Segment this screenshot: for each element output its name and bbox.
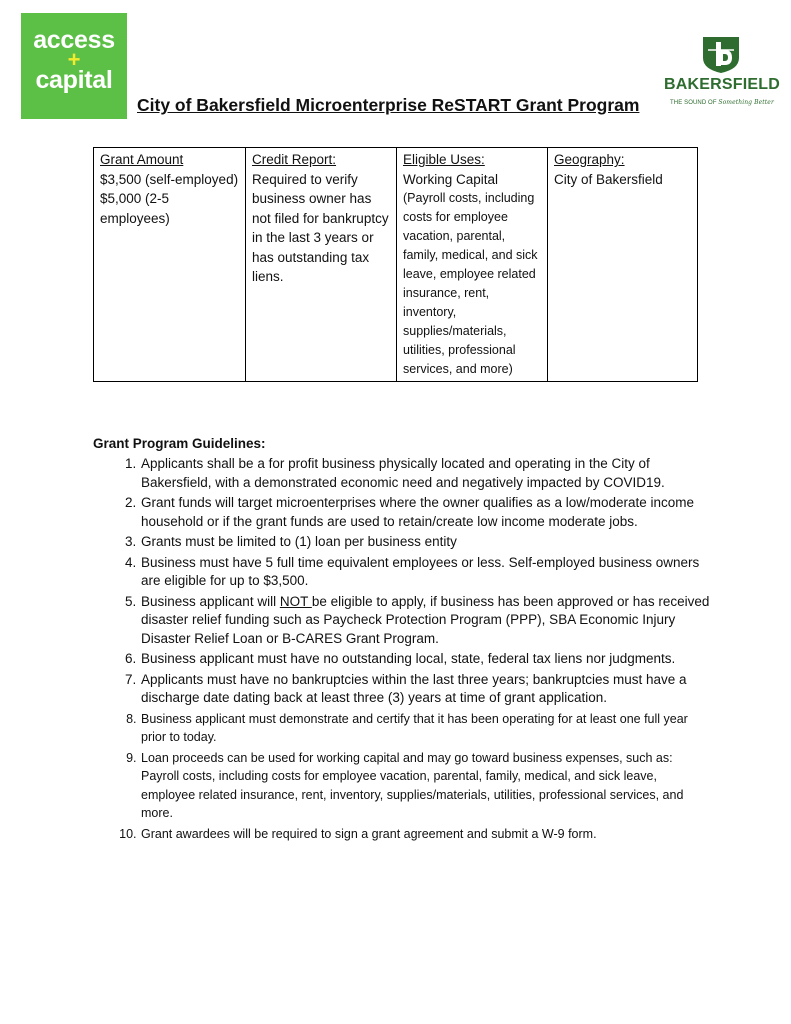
guideline-item: 9. Loan proceeds can be used for working capital and may go toward business expenses, such as: Payroll costs, including costs for employee vacation, parental, family, medical, and sick leave, employee related insurance, rent, inventory, supplies/materials, utilities, professional services, and more. bbox=[140, 749, 713, 823]
guidelines-section bbox=[93, 436, 713, 845]
eligible-uses-body: (Payroll costs, including costs for employee vacation, parental, family, medical, and sick leave, employee related insurance, rent, inventory, supplies/materials, utilities, professional services, and more) bbox=[403, 191, 538, 376]
eligible-uses-line1: Working Capital bbox=[403, 171, 499, 187]
guideline-item: 10. Grant awardees will be required to sign a grant agreement and submit a W-9 form. bbox=[140, 825, 713, 844]
guideline-item: 3. Grants must be limited to (1) loan per business entity bbox=[140, 533, 713, 552]
logo-text-capital: capital bbox=[35, 66, 113, 94]
cell-geography bbox=[548, 148, 698, 382]
credit-report-body: Required to verify business owner has not filed for bankruptcy in the last 3 years or has outstanding tax liens. bbox=[252, 171, 389, 284]
cell-credit-report bbox=[246, 148, 397, 382]
guideline-item: 7. Applicants must have no bankruptcies within the last three years; bankruptcies must have a discharge date dating back at least three (3) years at time of grant application. bbox=[140, 671, 713, 708]
b-shield-icon bbox=[701, 36, 741, 74]
grant-amount-line: $3,500 (self-employed) bbox=[100, 171, 239, 187]
cell-eligible-uses bbox=[397, 148, 548, 382]
bakersfield-wordmark: BAKERSFIELD bbox=[664, 76, 780, 93]
cell-grant-amount bbox=[94, 148, 246, 382]
eligible-uses-header: Eligible Uses: bbox=[403, 152, 485, 167]
guideline-item: 1. Applicants shall be a for profit business physically located and operating in the City of Bakersfield, with a demonstrated economic need and negatively impacted by COVID19. bbox=[140, 455, 713, 492]
bakersfield-tagline: THE SOUND OF Something Better bbox=[670, 99, 774, 106]
geography-header: Geography: bbox=[554, 152, 625, 167]
guideline-item: 4. Business must have 5 full time equivalent employees or less. Self-employed business owners are eligible for up to $3,500. bbox=[140, 554, 713, 591]
grant-amount-header: Grant Amount bbox=[100, 152, 184, 167]
guideline-item: 6. Business applicant must have no outstanding local, state, federal tax liens nor judgments. bbox=[140, 650, 713, 669]
grant-amount-line: $5,000 (2-5 employees) bbox=[100, 191, 170, 226]
guidelines-title: Grant Program Guidelines: bbox=[93, 436, 266, 451]
guideline-item: 8. Business applicant must demonstrate and certify that it has been operating for at least one full year prior to today. bbox=[140, 710, 713, 747]
guideline-item: 2. Grant funds will target microenterprises where the owner qualifies as a low/moderate income household or if the grant funds are used to retain/create low income moderate jobs. bbox=[140, 494, 713, 531]
not-emphasis: NOT bbox=[279, 593, 312, 609]
bakersfield-logo bbox=[661, 36, 783, 120]
geography-body: City of Bakersfield bbox=[554, 171, 663, 187]
guideline-item: 5. Business applicant will NOT be eligible to apply, if business has been approved or has received disaster relief funding such as Paycheck Protection Program (PPP), SBA Economic Injury Disaster Relief Loan or B-CARES Grant Program. bbox=[140, 593, 713, 649]
access-capital-logo bbox=[21, 13, 127, 119]
page-title: City of Bakersfield Microenterprise ReSTART Grant Program bbox=[137, 95, 640, 115]
credit-report-header: Credit Report: bbox=[252, 152, 337, 167]
logo-text-plus: + bbox=[67, 47, 81, 72]
grant-summary-table bbox=[93, 147, 698, 382]
logo-text-access: access bbox=[33, 26, 115, 54]
guidelines-list bbox=[93, 455, 713, 843]
